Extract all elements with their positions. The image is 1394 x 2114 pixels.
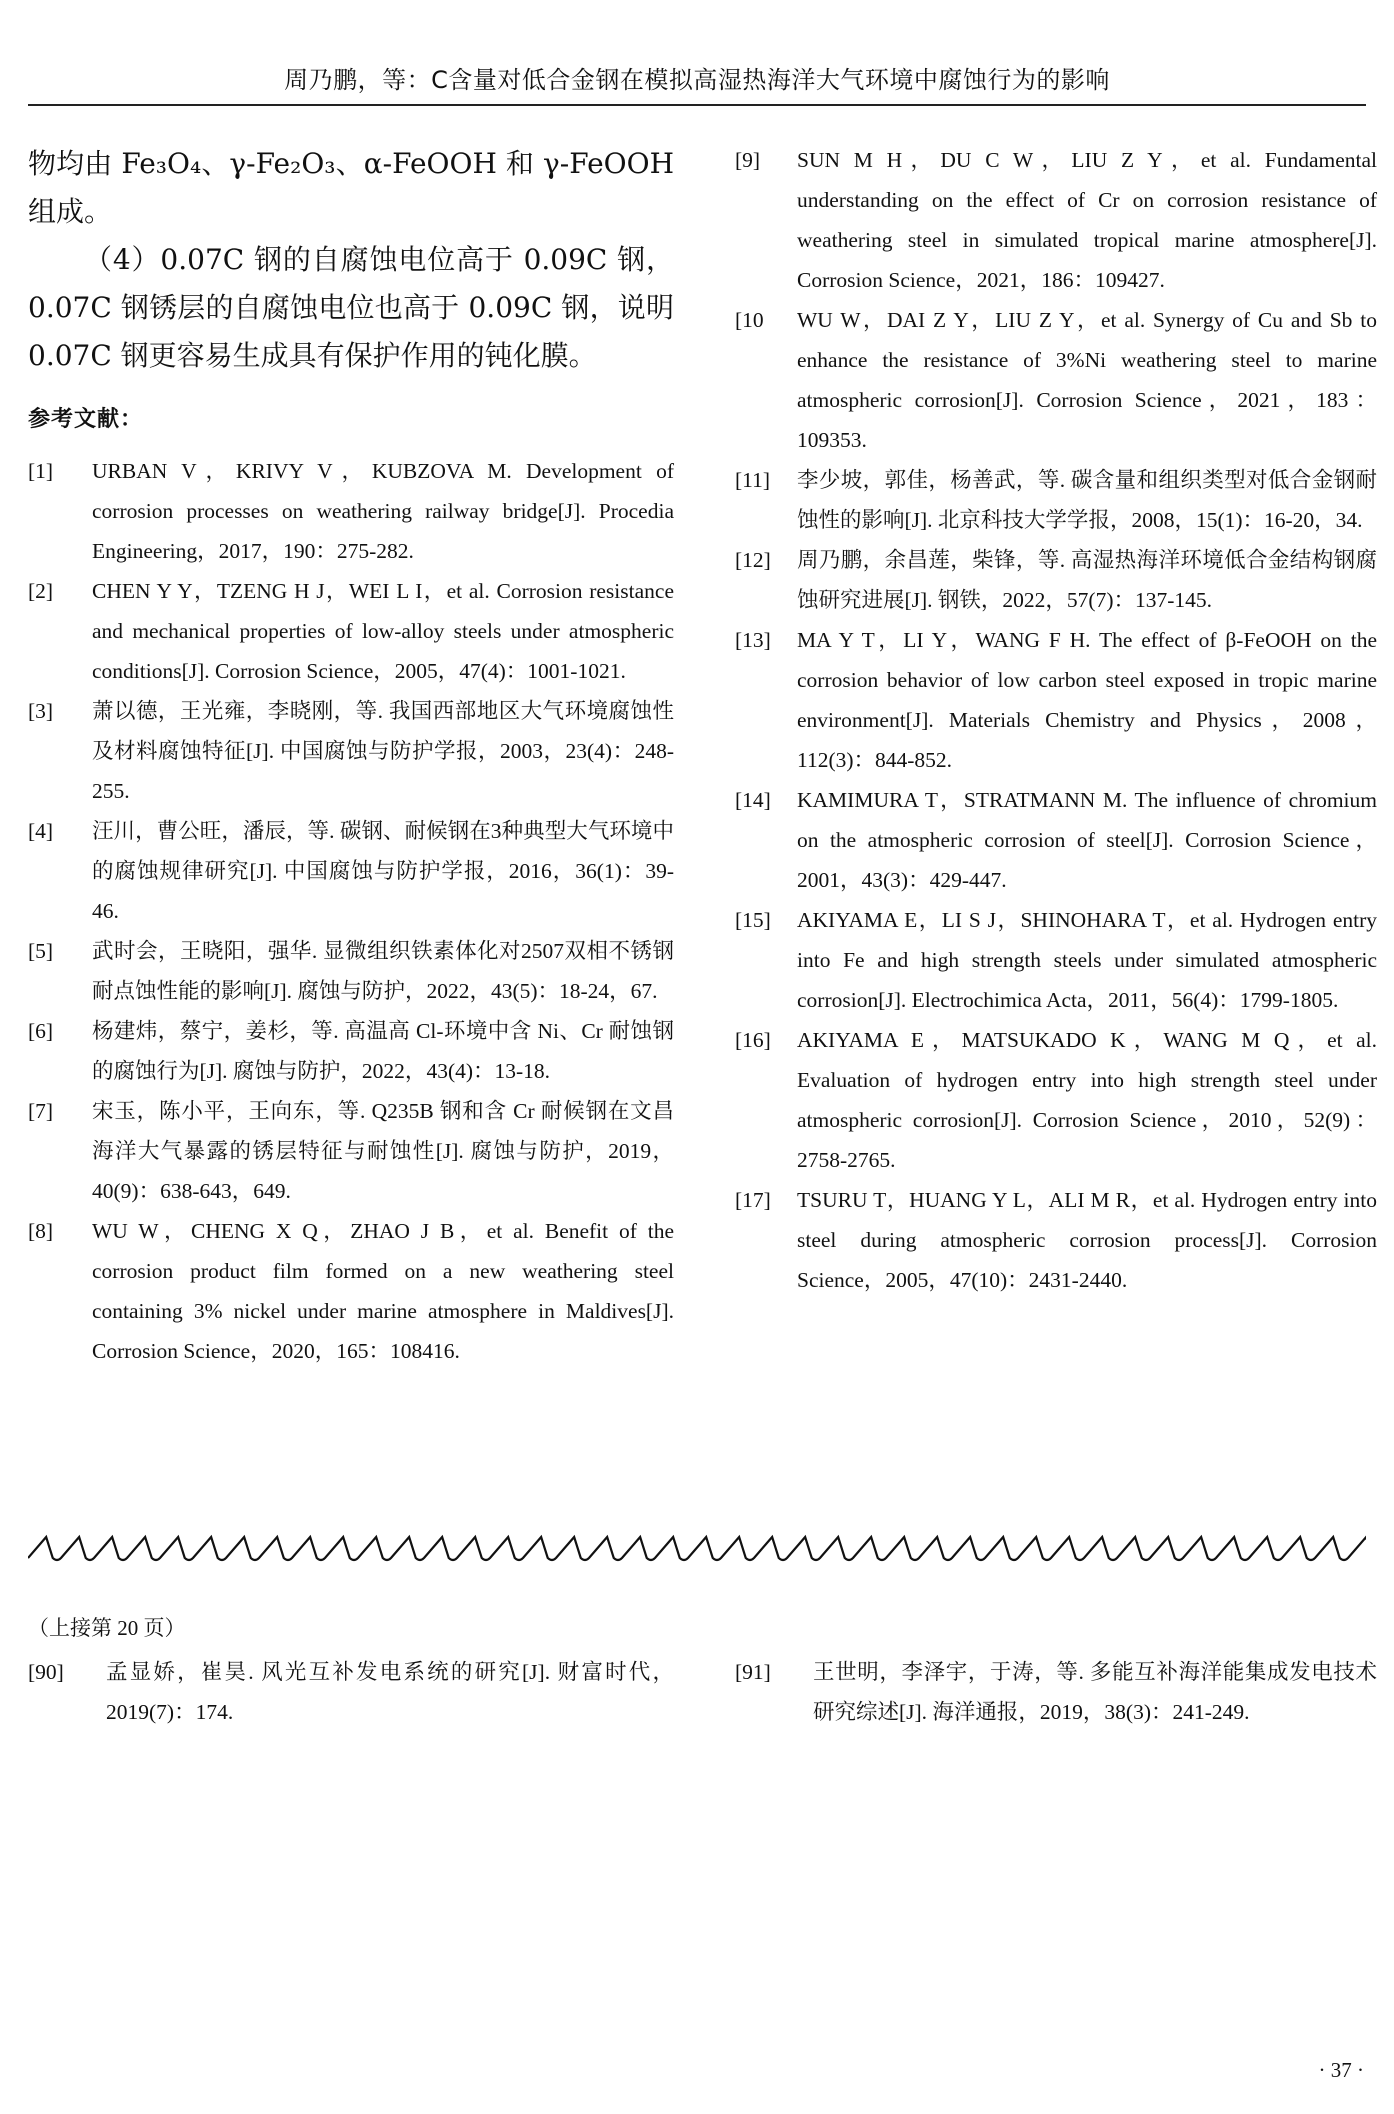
reference-item — [28, 571, 674, 691]
reference-number: [14] — [735, 788, 771, 812]
references-heading: 参考文献： — [28, 407, 144, 432]
reference-text: 萧以德，王光雍，李晓刚，等. 我国西部地区大气环境腐蚀性及材料腐蚀特征[J]. 中国腐蚀与防护学报，2003，23(4)：248-255. — [92, 699, 674, 803]
reference-number: [90] — [28, 1660, 64, 1684]
reference-number: [17] — [735, 1188, 771, 1212]
reference-number: [1] — [28, 459, 54, 483]
continued-note: （上接第 20 页） — [28, 1616, 186, 1640]
reference-item — [735, 900, 1377, 1020]
reference-number: [10 — [735, 308, 764, 332]
reference-text: 李少坡，郭佳，杨善武，等. 碳含量和组织类型对低合金钢耐蚀性的影响[J]. 北京科技大学学报，2008，15(1)：16-20，34. — [797, 468, 1377, 532]
continued-refs-right — [735, 1652, 1377, 1732]
reference-text: 孟显娇，崔昊. 风光互补发电系统的研究[J]. 财富时代，2019(7)：174. — [106, 1660, 674, 1724]
reference-text: AKIYAMA E，MATSUKADO K，WANG M Q，et al. Evaluation of hydrogen entry into high strength steel under atmospheric corrosion[J]. Corrosion Science，2010，52(9)：2758-2765. — [797, 1028, 1377, 1172]
reference-text: URBAN V，KRIVY V，KUBZOVA M. Development of corrosion processes on weathering railway bridge[J]. Procedia Engineering，2017，190：275-282. — [92, 459, 674, 563]
reference-text: 宋玉，陈小平，王向东，等. Q235B 钢和含 Cr 耐候钢在文昌海洋大气暴露的锈层特征与耐蚀性[J]. 腐蚀与防护，2019，40(9)：638-643，649. — [92, 1099, 674, 1203]
reference-number: [4] — [28, 819, 54, 843]
reference-number: [8] — [28, 1219, 54, 1243]
reference-item — [735, 1020, 1377, 1180]
reference-text: 王世明，李泽宇，于涛，等. 多能互补海洋能集成发电技术研究综述[J]. 海洋通报，2019，38(3)：241-249. — [813, 1660, 1377, 1724]
reference-number: [11] — [735, 468, 771, 492]
references-list-left — [28, 451, 674, 1371]
header-rule — [28, 104, 1366, 106]
page-number: · 37 · — [1318, 2058, 1364, 2082]
reference-item — [28, 451, 674, 571]
reference-number: [16] — [735, 1028, 771, 1052]
reference-item — [28, 811, 674, 931]
wave-divider — [28, 1532, 1366, 1564]
references-list-right — [735, 140, 1377, 1300]
right-column — [735, 140, 1377, 1300]
reference-item — [735, 1652, 1377, 1732]
body-paragraph-1: 物均由 Fe₃O₄、γ-Fe₂O₃、α-FeOOH 和 γ-FeOOH 组成。 — [28, 147, 674, 228]
reference-item — [28, 1011, 674, 1091]
reference-text: MA Y T，LI Y，WANG F H. The effect of β-FeOOH on the corrosion behavior of low carbon steel exposed in tropic marine environment[J]. Materials Chemistry and Physics，2008，112(3)：844-852. — [797, 628, 1377, 772]
reference-number: [3] — [28, 699, 54, 723]
reference-text: WU W，CHENG X Q，ZHAO J B，et al. Benefit of the corrosion product film formed on a new weathering steel containing 3% nickel under marine atmosphere in Maldives[J]. Corrosion Science，2020，165：108416. — [92, 1219, 674, 1363]
body-paragraph-2: （4）0.07C 钢的自腐蚀电位高于 0.09C 钢，0.07C 钢锈层的自腐蚀电位也高于 0.09C 钢，说明 0.07C 钢更容易生成具有保护作用的钝化膜。 — [28, 243, 674, 372]
reference-number: [9] — [735, 148, 761, 172]
reference-number: [91] — [735, 1660, 771, 1684]
left-column — [28, 140, 674, 1371]
reference-item — [28, 931, 674, 1011]
reference-number: [12] — [735, 548, 771, 572]
reference-item — [28, 1652, 674, 1732]
running-header: 周乃鹏，等：C含量对低合金钢在模拟高湿热海洋大气环境中腐蚀行为的影响 — [284, 66, 1110, 94]
reference-item — [735, 780, 1377, 900]
reference-item — [28, 1091, 674, 1211]
reference-number: [5] — [28, 939, 54, 963]
reference-text: TSURU T，HUANG Y L，ALI M R，et al. Hydrogen entry into steel during atmospheric corrosion process[J]. Corrosion Science，2005，47(10)：2431-2440. — [797, 1188, 1377, 1292]
reference-item — [735, 540, 1377, 620]
reference-item — [28, 691, 674, 811]
reference-text: CHEN Y Y，TZENG H J，WEI L I，et al. Corrosion resistance and mechanical properties of low-alloy steels under atmospheric conditions[J]. Corrosion Science，2005，47(4)：1001-1021. — [92, 579, 674, 683]
reference-number: [2] — [28, 579, 54, 603]
reference-item — [735, 140, 1377, 300]
reference-number: [6] — [28, 1019, 54, 1043]
reference-item — [735, 460, 1377, 540]
reference-item — [735, 620, 1377, 780]
reference-text: KAMIMURA T，STRATMANN M. The influence of chromium on the atmospheric corrosion of steel[J]. Corrosion Science，2001，43(3)：429-447. — [797, 788, 1377, 892]
reference-number: [15] — [735, 908, 771, 932]
continued-refs-left — [28, 1652, 674, 1732]
reference-item — [735, 300, 1377, 460]
reference-text: 杨建炜，蔡宁，姜杉，等. 高温高 Cl-环境中含 Ni、Cr 耐蚀钢的腐蚀行为[J]. 腐蚀与防护，2022，43(4)：13-18. — [92, 1019, 674, 1083]
reference-text: 周乃鹏，余昌莲，柴锋，等. 高湿热海洋环境低合金结构钢腐蚀研究进展[J]. 钢铁，2022，57(7)：137-145. — [797, 548, 1377, 612]
reference-item — [735, 1180, 1377, 1300]
reference-item — [28, 1211, 674, 1371]
reference-text: 汪川，曹公旺，潘辰，等. 碳钢、耐候钢在3种典型大气环境中的腐蚀规律研究[J]. 中国腐蚀与防护学报，2016，36(1)：39-46. — [92, 819, 674, 923]
reference-text: WU W，DAI Z Y，LIU Z Y，et al. Synergy of Cu and Sb to enhance the resistance of 3%Ni weathering steel to marine atmospheric corrosion[J]. Corrosion Science，2021，183：109353. — [797, 308, 1377, 452]
reference-number: [7] — [28, 1099, 54, 1123]
reference-text: AKIYAMA E，LI S J，SHINOHARA T，et al. Hydrogen entry into Fe and high strength steels under simulated atmospheric corrosion[J]. Electrochimica Acta，2011，56(4)：1799-1805. — [797, 908, 1377, 1012]
reference-text: 武时会，王晓阳，强华. 显微组织铁素体化对2507双相不锈钢耐点蚀性能的影响[J]. 腐蚀与防护，2022，43(5)：18-24，67. — [92, 939, 674, 1003]
reference-number: [13] — [735, 628, 771, 652]
reference-text: SUN M H，DU C W，LIU Z Y，et al. Fundamental understanding on the effect of Cr on corrosion resistance of weathering steel in simulated tropical marine atmosphere[J]. Corrosion Science，2021，186：109427. — [797, 148, 1377, 292]
